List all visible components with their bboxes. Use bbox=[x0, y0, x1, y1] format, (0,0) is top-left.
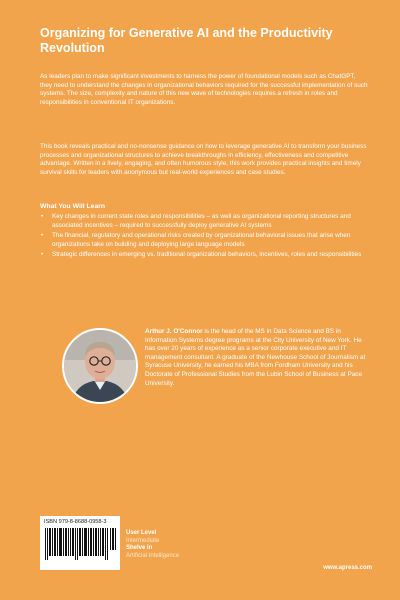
learn-heading: What You Will Learn bbox=[40, 203, 106, 210]
bullet-icon: • bbox=[41, 232, 44, 240]
author-name: Arthur J. O'Connor bbox=[145, 328, 203, 335]
learn-item bbox=[40, 251, 370, 260]
bullet-icon: • bbox=[41, 213, 44, 220]
author-bio-text: is the head of the MS in Data Science and BS in Information Systems degree programs at the City University of New York. He has over 20 years of experience as a senior corporate executive and IT management consultant. A graduate of the Newhouse School of Journalism at Syracuse University, he earned his MBA from Fordham University and his Doctorate of Professional Studies from the Lubin School of Business at Pace University. bbox=[145, 328, 366, 387]
author-photo bbox=[62, 328, 138, 404]
barcode-icon bbox=[44, 528, 116, 564]
bullet-icon: • bbox=[41, 251, 44, 259]
shelve-in-label: Shelve in bbox=[126, 545, 153, 552]
description-paragraph-2: This book reveals practical and no-nonsense guidance on how to leverage generative AI to transform your business processes and organizational structures to achieve breakthroughs in efficiency, effectiveness and competitive advantage. Written in a lively, engaging, and often humorous style, this work provides practical insights and timely survival skills for leaders with anonymous but real-world experiences and case studies. bbox=[40, 143, 367, 176]
shelf-info bbox=[126, 530, 179, 560]
isbn-text: ISBN 979-8-8688-0958-3 bbox=[44, 519, 107, 525]
learn-item bbox=[40, 213, 370, 230]
author-portrait-icon bbox=[64, 330, 136, 402]
shelve-in-value: Artificial Intelligence bbox=[126, 552, 180, 559]
user-level-label: User Level bbox=[126, 530, 157, 536]
learn-list bbox=[40, 213, 370, 262]
description-paragraph-1: As leaders plan to make significant investments to harness the power of foundational models such as ChatGPT, they need to understand the changes in organizational behaviors required for the successful implementation of such systems. The size, complexity and nature of this new wave of technologies requires a refresh in roles and responsibilities in conventional IT organizations. bbox=[40, 73, 368, 106]
publisher-website[interactable]: www.apress.com bbox=[323, 565, 372, 571]
user-level-value: Intermediate bbox=[126, 537, 160, 544]
isbn-barcode-box bbox=[40, 516, 120, 570]
learn-item-text: Strategic differences in emerging vs. traditional organizational behaviors, incentives, roles and responsibilities bbox=[52, 251, 362, 259]
learn-item bbox=[40, 232, 370, 249]
author-bio bbox=[145, 328, 370, 388]
learn-item-text: The financial, regulatory and operational risks created by organizational behavioral issues that arise when organizations take on building and deploying large language models bbox=[52, 232, 351, 248]
book-title: Organizing for Generative AI and the Productivity Revolution bbox=[40, 26, 333, 55]
learn-item-text: Key changes in current state roles and responsibilities – as well as organizational reporting structures and associated incentives – required to successfully deploy generative AI systems bbox=[52, 213, 351, 229]
